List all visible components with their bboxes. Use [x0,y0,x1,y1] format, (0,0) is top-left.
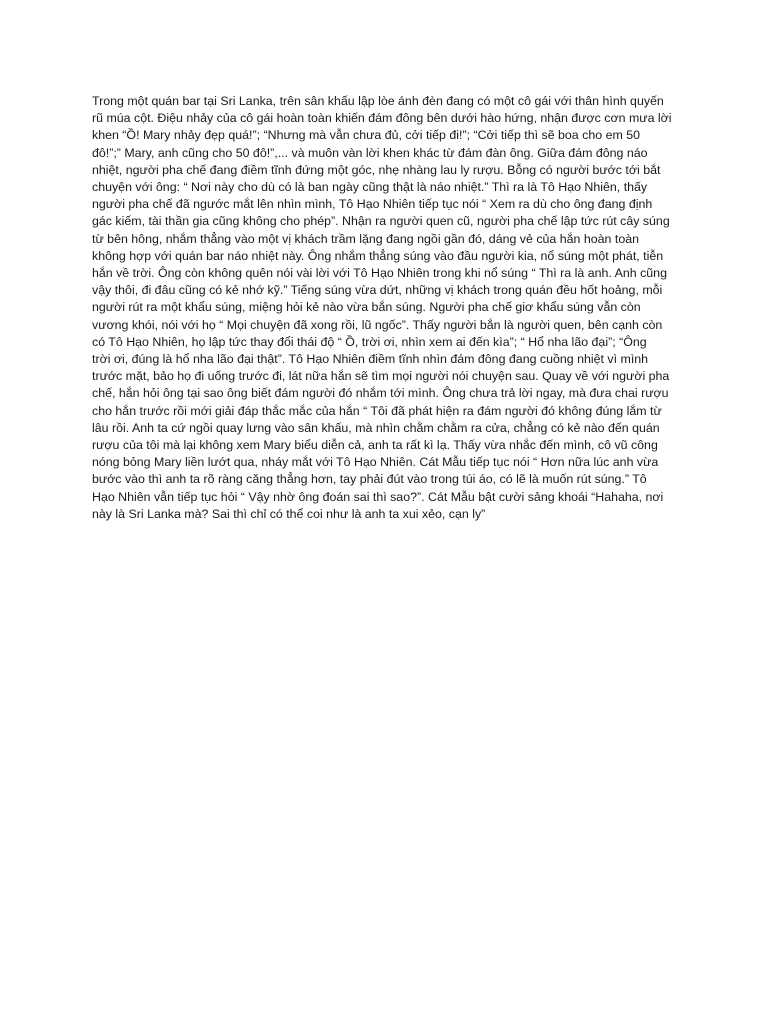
text-line: rượu của tôi mà lại không xem Mary biểu diễn cả, anh ta rất kì lạ. Thấy vừa nhắc đến mình, cô vũ công [92,438,658,453]
text-line: Trong một quán bar tại Sri Lanka, trên sân khấu lập lòe ánh đèn đang có một cô gái với thân hình quyến [92,94,664,108]
text-line: không hợp với quán bar náo nhiệt này. Ông nhắm thẳng súng vào đầu người kia, nổ súng một phát, tiễn [92,248,664,263]
text-line: trước mặt, bảo họ đi uống trước đi, lát nữa hắn sẽ tìm mọi người nói chuyện sau. Quay về với người pha [92,369,670,384]
text-line: vậy thôi, đi đâu cũng có kẻ nhớ kỹ.” Tiếng súng vừa dứt, những vị khách trong quán đều hốt hoảng, mỗi [92,283,663,298]
text-line: lâu rồi. Anh ta cứ ngồi quay lưng vào sân khấu, mà nhìn chằm chằm ra cửa, chẳng có kẻ nào đến quán [92,420,660,435]
text-line: người rút ra một khẩu súng, miệng hỏi kẻ nào vừa bắn súng. Người pha chế giơ khẩu súng vẫn còn [92,300,641,315]
text-line: rũ múa cột. Điệu nhảy của cô gái hoàn toàn khiến đám đông bên dưới hào hứng, nhận được cơn mưa lời [92,111,672,126]
story-paragraph [92,93,682,523]
text-line: có Tô Hạo Nhiên, họ lập tức thay đổi thái độ “ Ồ, trời ơi, nhìn xem ai đến kìa”; “ Hổ nha lão đại”; “Ông [92,334,647,349]
text-line: chế, hắn hỏi ông tại sao ông biết đám người đó nhắm tới mình. Ông chưa trả lời ngay, mà đưa chai rượu [92,386,669,401]
text-line: này là Sri Lanka mà? Sai thì chỉ có thể coi như là anh ta xui xẻo, cạn ly” [92,506,486,521]
text-line: bước vào thì anh ta rõ ràng căng thẳng hơn, tay phải đút vào trong túi áo, có lẽ là muốn rút súng.” Tô [92,472,647,487]
text-line: đô!”;” Mary, anh cũng cho 50 đô!”,... và muôn vàn lời khen khác từ đám đàn ông. Giữa đám đông náo [92,145,648,160]
text-line: cho hắn trước rồi mới giải đáp thắc mắc của hắn “ Tôi đã phát hiện ra đám người đó không đúng lắm từ [92,403,662,418]
text-line: vương khói, nói với họ “ Mọi chuyện đã xong rồi, lũ ngốc”. Thấy người bắn là người quen, bên cạnh còn [92,317,663,332]
text-line: Hạo Nhiên vẫn tiếp tục hỏi “ Vậy nhờ ông đoán sai thì sao?”. Cát Mẫu bật cười sảng khoái “Hahaha, nơi [92,489,664,504]
text-line: nhiệt, người pha chế đang điềm tĩnh đứng một góc, nhẹ nhàng lau ly rượu. Bỗng có người bước tới bắt [92,162,661,177]
text-line: gác kiếm, tài thần gia cũng không cho phép”. Nhận ra người quen cũ, người pha chế lập tức rút cây súng [92,214,670,229]
text-line: khen “Ồ! Mary nhảy đẹp quá!”; “Nhưng mà vẫn chưa đủ, cởi tiếp đi!”; “Cởi tiếp thì sẽ boa cho em 50 [92,128,641,143]
text-line: hắn về trời. Ông còn không quên nói vài lời với Tô Hạo Nhiên trong khi nổ súng “ Thì ra là anh. Anh cũng [92,266,667,281]
text-line: nóng bỏng Mary liền lướt qua, nháy mắt với Tô Hạo Nhiên. Cát Mẫu tiếp tục nói “ Hơn nữa lúc anh vừa [92,455,659,470]
text-line: người pha chế đã ngước mắt lên nhìn mình, Tô Hạo Nhiên tiếp tục nói “ Xem ra dù cho ông đang định [92,197,653,212]
text-line: từ bên hông, nhắm thẳng vào một vị khách trầm lặng đang ngồi gần đó, dáng vẻ của hắn hoàn toàn [92,231,639,246]
text-line: trời ơi, đúng là hổ nha lão đại thật”. Tô Hạo Nhiên điềm tĩnh nhìn đám đông đang cuồng nhiệt vì mình [92,352,649,367]
text-line: chuyện với ông: “ Nơi này cho dù có là ban ngày cũng thật là náo nhiệt.” Thì ra là Tô Hạo Nhiên, thấy [92,180,648,195]
